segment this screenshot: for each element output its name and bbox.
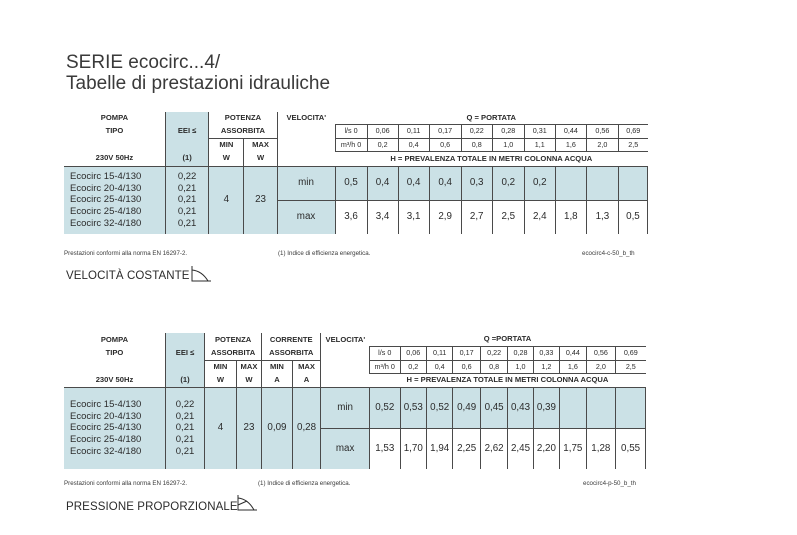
header-eei: EEI ≤: [165, 346, 204, 360]
ls-value: 0,28: [508, 346, 533, 360]
m3h-value: 0,4: [426, 360, 452, 373]
power-min: 4: [209, 166, 244, 234]
eei-value: 0,21: [177, 217, 197, 229]
current-max: 0,28: [292, 387, 321, 469]
header-w-min: W: [205, 373, 237, 387]
header-min-current: MIN: [262, 360, 293, 373]
eei-list: [165, 166, 208, 234]
header-w-min: W: [209, 151, 244, 166]
eei-value: 0,21: [177, 206, 197, 218]
eei-value: 0,21: [177, 194, 197, 206]
eei-footnote: (1) Indice di efficienza energetica.: [278, 250, 371, 257]
head-max-value: 2,9: [429, 200, 461, 234]
head-min-value: 0,4: [398, 166, 429, 200]
eei-value: 0,21: [175, 410, 195, 422]
header-pompa: POMPA: [100, 113, 129, 123]
eei-list: [165, 387, 204, 469]
eei-value: 0,22: [175, 398, 195, 410]
head-max-value: 2,4: [524, 200, 555, 234]
header-voltage: 230V 50Hz: [64, 151, 165, 166]
m3h-value: 0,6: [429, 138, 461, 151]
ls-value: 0,22: [480, 346, 507, 360]
head-min-value: 0,39: [533, 387, 559, 428]
model-name: Ecocirc 25-4/130: [70, 194, 142, 206]
header-a-max: A: [292, 373, 321, 387]
title-line-2: Tabelle di prestazioni idrauliche: [66, 73, 331, 94]
head-min-value: 0,52: [369, 387, 400, 428]
head-max-value: 2,20: [533, 428, 559, 469]
ls-value: 0,17: [453, 346, 480, 360]
head-min-value: [586, 166, 618, 200]
header-w-max: W: [236, 373, 261, 387]
head-max-value: 1,8: [555, 200, 586, 234]
ls-value: 0,06: [400, 346, 426, 360]
table-code: ecocirc4-p-50_b_th: [583, 480, 636, 487]
header-velocita: VELOCITA': [321, 333, 370, 346]
header-min: MIN: [205, 360, 237, 373]
header-prevalenza: H = PREVALENZA TOTALE IN METRI COLONNA ACQUA: [369, 373, 645, 387]
head-max-value: 2,7: [461, 200, 492, 234]
head-min-value: 0,3: [461, 166, 492, 200]
head-max-value: 1,3: [586, 200, 618, 234]
head-min-value: [560, 387, 586, 428]
speed-min-label: min: [321, 387, 370, 428]
ls-value: 0,06: [367, 124, 398, 138]
model-list: [64, 387, 165, 469]
speed-max-label: max: [277, 200, 335, 234]
ls-value: 0,56: [586, 346, 616, 360]
performance-table-constant-speed: [64, 112, 648, 234]
head-max-value: 2,5: [492, 200, 524, 234]
head-max-value: 1,75: [560, 428, 586, 469]
header-eei-note: (1): [165, 373, 204, 387]
section-label-proportional-pressure: PRESSIONE PROPORZIONALE: [66, 501, 238, 513]
head-min-value: [616, 387, 646, 428]
header-w-max: W: [244, 151, 277, 166]
head-max-value: 2,45: [508, 428, 533, 469]
m3h-value: 1,0: [508, 360, 533, 373]
m3h-value: 1,6: [555, 138, 586, 151]
model-name: Ecocirc 32-4/180: [70, 217, 142, 229]
standard-note: Prestazioni conformi alla norma EN 16297-2.: [64, 480, 188, 487]
header-portata: Q =PORTATA: [483, 334, 532, 344]
head-min-value: 0,53: [400, 387, 426, 428]
head-min-value: [586, 387, 616, 428]
standard-note: Prestazioni conformi alla norma EN 16297-2.: [64, 250, 188, 257]
eei-value: 0,21: [175, 434, 195, 446]
ls-value: 0,33: [533, 346, 559, 360]
ls-value: 0,69: [618, 124, 647, 138]
head-max-value: 3,6: [335, 200, 367, 234]
header-m3h: m³/h 0: [335, 138, 367, 151]
power-min: 4: [205, 387, 237, 469]
m3h-value: 1,6: [560, 360, 586, 373]
header-ls: l/s 0: [335, 124, 367, 138]
head-min-value: 0,5: [335, 166, 367, 200]
model-name: Ecocirc 25-4/180: [70, 206, 142, 218]
ls-value: 0,56: [586, 124, 618, 138]
head-min-value: 0,4: [429, 166, 461, 200]
model-name: Ecocirc 25-4/130: [70, 422, 142, 434]
header-ls: l/s 0: [369, 346, 400, 360]
model-name: Ecocirc 15-4/130: [70, 398, 142, 410]
ls-value: 0,31: [524, 124, 555, 138]
head-max-value: 2,62: [480, 428, 507, 469]
head-max-value: 3,4: [367, 200, 398, 234]
model-name: Ecocirc 32-4/180: [70, 445, 142, 457]
head-max-value: 0,55: [616, 428, 646, 469]
head-min-value: 0,2: [492, 166, 524, 200]
m3h-value: 1,2: [533, 360, 559, 373]
eei-value: 0,21: [175, 422, 195, 434]
model-name: Ecocirc 20-4/130: [70, 182, 142, 194]
eei-value: 0,22: [177, 170, 197, 182]
ls-value: 0,11: [426, 346, 452, 360]
head-max-value: 1,94: [426, 428, 452, 469]
header-voltage: 230V 50Hz: [64, 373, 165, 387]
head-max-value: 3,1: [398, 200, 429, 234]
speed-min-label: min: [277, 166, 335, 200]
header-max: MAX: [244, 138, 277, 151]
head-max-value: 1,53: [369, 428, 400, 469]
head-min-value: 0,43: [508, 387, 533, 428]
page-title: [66, 52, 330, 94]
header-min: MIN: [209, 138, 244, 151]
header-eei-note: (1): [165, 151, 208, 166]
header-max: MAX: [236, 360, 261, 373]
header-portata: Q = PORTATA: [466, 112, 517, 122]
head-max-value: 1,28: [586, 428, 616, 469]
head-max-value: 2,25: [453, 428, 480, 469]
ls-value: 0,11: [398, 124, 429, 138]
model-name: Ecocirc 25-4/180: [70, 434, 142, 446]
constant-speed-curve-icon: [190, 265, 212, 283]
head-min-value: [618, 166, 647, 200]
header-assorbita-current: ASSORBITA: [262, 346, 321, 360]
header-velocita: VELOCITA': [277, 112, 335, 124]
ls-value: 0,17: [429, 124, 461, 138]
head-min-value: 0,4: [367, 166, 398, 200]
section-label-constant-speed: VELOCITÀ COSTANTE: [66, 270, 190, 282]
proportional-pressure-curve-icon: [236, 494, 258, 512]
performance-table-proportional-pressure: [64, 333, 646, 469]
table-code: ecocirc4-c-50_b_th: [582, 250, 635, 257]
power-max: 23: [236, 387, 261, 469]
model-name: Ecocirc 20-4/130: [70, 410, 142, 422]
ls-value: 0,69: [616, 346, 646, 360]
m3h-value: 2,0: [586, 138, 618, 151]
head-max-value: 1,70: [400, 428, 426, 469]
head-min-value: 0,49: [453, 387, 480, 428]
eei-footnote: (1) Indice di efficienza energetica.: [258, 480, 351, 487]
head-max-value: 0,5: [618, 200, 647, 234]
current-min: 0,09: [262, 387, 293, 469]
header-assorbita: ASSORBITA: [209, 124, 277, 138]
m3h-value: 0,4: [398, 138, 429, 151]
m3h-value: 1,1: [524, 138, 555, 151]
m3h-value: 0,8: [461, 138, 492, 151]
m3h-value: 2,5: [618, 138, 647, 151]
header-potenza: POTENZA: [205, 333, 262, 346]
ls-value: 0,22: [461, 124, 492, 138]
header-max-current: MAX: [292, 360, 321, 373]
header-tipo: TIPO: [105, 348, 124, 358]
eei-value: 0,21: [175, 445, 195, 457]
power-max: 23: [244, 166, 277, 234]
head-min-value: 0,52: [426, 387, 452, 428]
title-line-1: SERIE ecocirc...4/: [66, 52, 221, 73]
m3h-value: 2,5: [616, 360, 646, 373]
header-pompa: POMPA: [100, 334, 129, 344]
header-assorbita: ASSORBITA: [205, 346, 262, 360]
head-min-value: 0,2: [524, 166, 555, 200]
header-eei-top: [165, 112, 208, 124]
header-tipo: TIPO: [105, 126, 124, 136]
head-min-value: 0,45: [480, 387, 507, 428]
head-min-value: [555, 166, 586, 200]
speed-max-label: max: [321, 428, 370, 469]
m3h-value: 2,0: [586, 360, 616, 373]
header-corrente: CORRENTE: [262, 333, 321, 346]
m3h-value: 0,6: [453, 360, 480, 373]
model-list: [64, 166, 165, 234]
ls-value: 0,28: [492, 124, 524, 138]
header-a-min: A: [262, 373, 293, 387]
m3h-value: 0,8: [480, 360, 507, 373]
ls-value: 0,44: [560, 346, 586, 360]
m3h-value: 0,2: [367, 138, 398, 151]
m3h-value: 0,2: [400, 360, 426, 373]
header-m3h: m³/h 0: [369, 360, 400, 373]
header-potenza: POTENZA: [209, 112, 277, 124]
ls-value: 0,44: [555, 124, 586, 138]
header-prevalenza: H = PREVALENZA TOTALE IN METRI COLONNA ACQUA: [335, 151, 648, 166]
model-name: Ecocirc 15-4/130: [70, 170, 142, 182]
m3h-value: 1,0: [492, 138, 524, 151]
eei-value: 0,21: [177, 182, 197, 194]
header-eei: EEI ≤: [165, 124, 208, 138]
